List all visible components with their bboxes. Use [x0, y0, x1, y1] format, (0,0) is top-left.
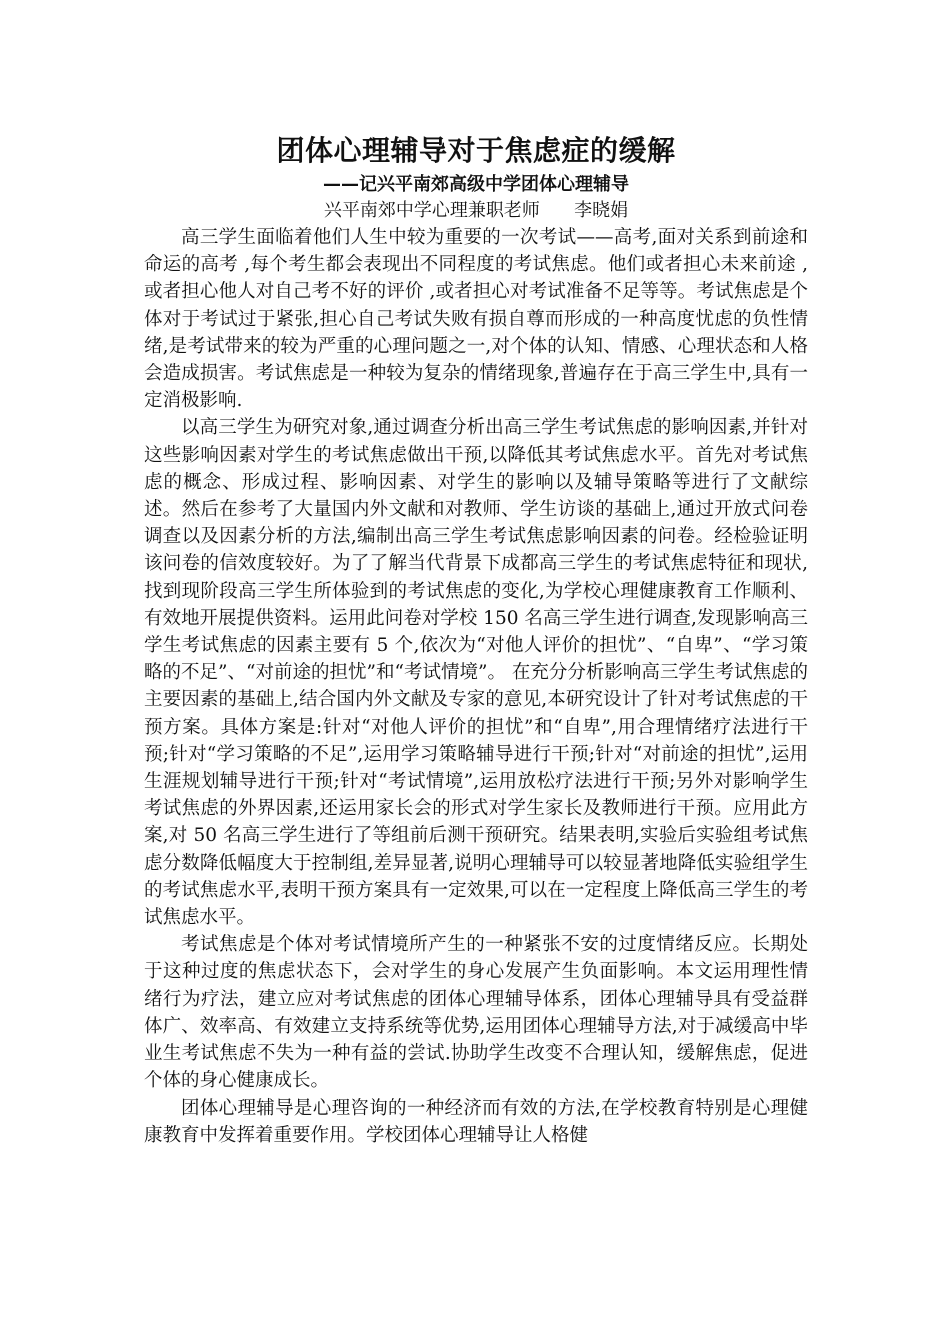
- paragraph: 团体心理辅导是心理咨询的一种经济而有效的方法,在学校教育特别是心理健康教育中发挥着重要作用。学校团体心理辅导让人格健: [144, 1097, 808, 1146]
- paragraph: 高三学生面临着他们人生中较为重要的一次考试——高考,面对关系到前途和命运的高考 ,每个考生都会表现出不同程度的考试焦虑。他们或者担心未来前途 ,或者担心他人对自己考不好的评价 ,或者担心对考试准备不足等等。考试焦虑是个体对于考试过于紧张,担心自己考试失败有损自尊而形成的一种高度忧虑的负性情绪,是考试带来的较为严重的心理问题之一,对个体的认知、情感、心理状态和人格会造成损害。考试焦虑是一种较为复杂的情绪现象,普遍存在于高三学生中,具有一定消极影响.: [144, 227, 808, 412]
- document-title: 团体心理辅导对于焦虑症的缓解: [276, 134, 676, 167]
- document-page: [144, 132, 808, 1149]
- paragraph: 考试焦虑是个体对考试情境所产生的一种紧张不安的过度情绪反应。长期处于这种过度的焦虑状态下，会对学生的身心发展产生负面影响。本文运用理性情绪行为疗法，建立应对考试焦虑的团体心理辅导体系，团体心理辅导具有受益群体广、效率高、有效建立支持系统等优势,运用团体心理辅导方法,对于减缓高中毕业生考试焦虑不失为一种有益的尝试.协助学生改变不合理认知，缓解焦虑，促进个体的身心健康成长。: [144, 934, 808, 1092]
- author-line: 兴平南郊中学心理兼职老师 李晓娟: [323, 200, 629, 221]
- document-subtitle: ——记兴平南郊高级中学团体心理辅导: [323, 174, 629, 195]
- document-body: [144, 224, 808, 1149]
- paragraph: 以高三学生为研究对象,通过调查分析出高三学生考试焦虑的影响因素,并针对这些影响因素对学生的考试焦虑做出干预,以降低其考试焦虑水平。首先对考试焦虑的概念、形成过程、影响因素、对学生的影响以及辅导策略等进行了文献综述。然后在参考了大量国内外文献和对教师、学生访谈的基础上,通过开放式问卷调查以及因素分析的方法,编制出高三学生考试焦虑影响因素的问卷。经检验证明该问卷的信效度较好。为了了解当代背景下成都高三学生的考试焦虑特征和现状,找到现阶段高三学生所体验到的考试焦虑的变化,为学校心理健康教育工作顺利、有效地开展提供资料。运用此问卷对学校 150 名高三学生进行调查,发现影响高三学生考试焦虑的因素主要有 5 个,依次为“对他人评价的担忧”、“自卑”、“学习策略的不足”、“对前途的担忧”和“考试情境”。 在充分分析影响高三学生考试焦虑的主要因素的基础上,结合国内外文献及专家的意见,本研究设计了针对考试焦虑的干预方案。具体方案是:针对“对他人评价的担忧”和“自卑”,用合理情绪疗法进行干预;针对“学习策略的不足”,运用学习策略辅导进行干预;针对“对前途的担忧”,运用生涯规划辅导进行干预;针对“考试情境”,运用放松疗法进行干预;另外对影响学生考试焦虑的外界因素,还运用家长会的形式对学生家长及教师进行干预。应用此方案,对 50 名高三学生进行了等组前后测干预研究。结果表明,实验后实验组考试焦虑分数降低幅度大于控制组,差异显著,说明心理辅导可以较显著地降低实验组学生的考试焦虑水平,表明干预方案具有一定效果,可以在一定程度上降低高三学生的考试焦虑水平。: [144, 417, 808, 929]
